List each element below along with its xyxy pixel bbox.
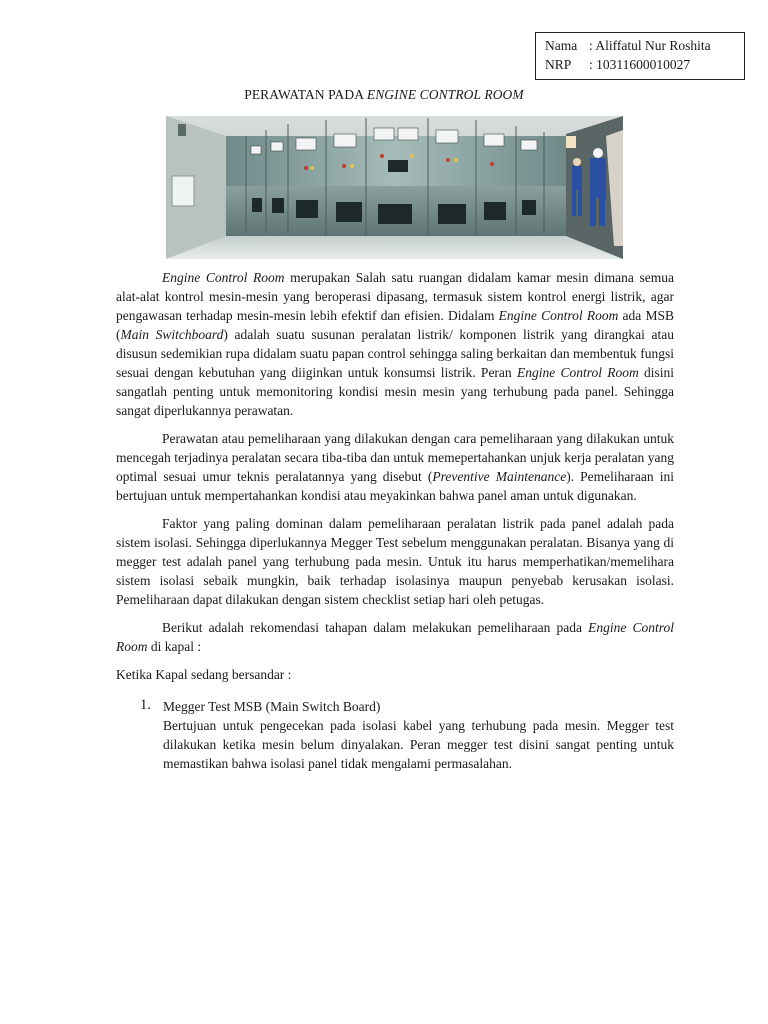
paragraph-2-text-b: ). Pemeliharaan ini bertujuan untuk mempertahankan kondisi atau meyakinkan bahwa panel aman untuk digunakan.	[116, 469, 675, 503]
title-italic: ENGINE CONTROL ROOM	[366, 87, 524, 102]
title-prefix: PERAWATAN PADA	[244, 87, 367, 102]
paragraph-3: Faktor yang paling dominan dalam pemeliharaan peralatan listrik pada panel adalah pada sistem isolasi. Sehingga diperlukannya Megger Test sebelum menggunakan peralatan. Bisanya yang di megger test adalah panel yang terhubung pada mesin. Untuk itu harus memperhatikan/memelihara sistem isolasi sebaik mungkin, baik terhadap isolasinya maupun penyebab kerusakan isolasi. Pemeliharaan dapat dilakukan dengan sistem checklist setiap hari oleh petugas.	[116, 516, 674, 607]
term-main-switchboard: Main Switchboard	[120, 327, 224, 342]
term-engine-control-room: Engine Control Room	[116, 620, 675, 654]
nrp-row	[545, 55, 744, 74]
paragraph-4-text-a: Berikut adalah rekomendasi tahapan dalam melakukan pemeliharaan pada	[162, 620, 589, 635]
nrp-label: NRP	[545, 57, 572, 72]
term-engine-control-room: Engine Control Room	[162, 270, 285, 285]
paragraph-1-text-d: disini sangatlah penting untuk memonitoring kondisi mesin mesin yang terhubung pada panel. Sehingga sangat diperlukannya perawatan.	[116, 365, 675, 418]
name-row	[545, 36, 744, 55]
list-number: 1.	[140, 697, 151, 713]
paragraph-1-text-b: ada MSB (	[116, 308, 674, 342]
paragraph-4-text-b: di kapal :	[147, 639, 202, 654]
document-body	[116, 268, 674, 773]
nrp-value: : 10311600010027	[589, 57, 691, 72]
name-value: : Aliffatul Nur Roshita	[589, 38, 711, 53]
name-label: Nama	[545, 38, 578, 53]
term-engine-control-room: Engine Control Room	[498, 308, 619, 323]
term-engine-control-room: Engine Control Room	[516, 365, 639, 380]
paragraph-2	[116, 429, 674, 505]
page-title	[0, 87, 768, 103]
paragraph-1-text-c: ) adalah suatu susunan peralatan listrik/ komponen listrik yang dirangkai atau disusun sedemikian rupa didalam suatu papan control sehingga saling berkaitan dan membentuk fungsi sesuai dengan kebutuhan yang diiginkan untuk konsumsi listrik. Peran	[116, 327, 675, 380]
term-preventive-maintenance: Preventive Maintenance	[432, 469, 567, 484]
engine-control-room-photo	[166, 116, 623, 259]
paragraph-2-text-a: Perawatan atau pemeliharaan yang dilakukan dengan cara pemeliharaan yang dilakukan untuk mencegah terjadinya peralatan secara tiba-tiba dan untuk memepertahankan unjuk kerja peralatan yang optimal sesuai umur teknis peralatannya yang disebut (	[116, 431, 674, 484]
paragraph-1-text-a: merupakan Salah satu ruangan didalam kamar mesin dimana semua alat-alat kontrol mesin-mesin yang beroperasi dipasang, termasuk sistem kontrol energi listrik, agar pengawasan terhadap mesin-mesin lebih efektif dan efisien. Didalam	[116, 270, 674, 323]
list-item-body: Bertujuan untuk pengecekan pada isolasi kabel yang terhubung pada mesin. Megger test dilakukan ketika mesin belum dinyalakan. Peran megger test disini sangat penting untuk memastikan bahwa isolasi panel tidak mengalami permasalahan.	[163, 718, 674, 771]
list-item	[116, 697, 674, 773]
paragraph-5: Ketika Kapal sedang bersandar :	[116, 667, 292, 682]
paragraph-4	[116, 618, 674, 656]
list-item-heading: Megger Test MSB (Main Switch Board)	[163, 699, 381, 714]
paragraph-1	[116, 268, 674, 420]
identity-box	[535, 32, 745, 80]
